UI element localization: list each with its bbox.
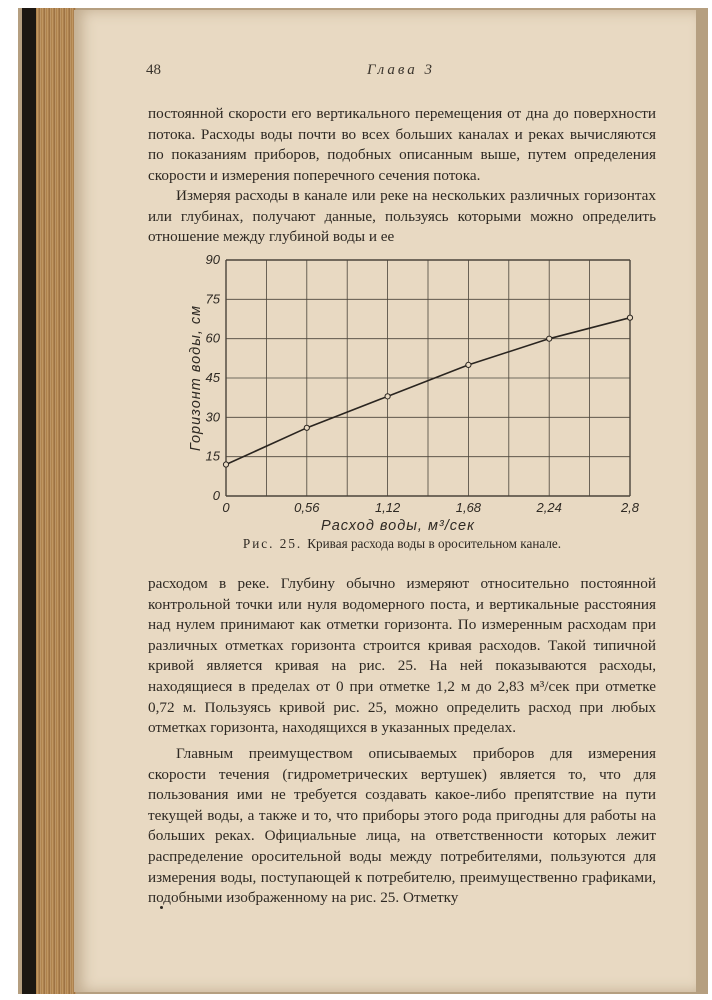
paragraph-1: постоянной скорости его вертикального перемещения от дна до поверхности потока. Расходы воды почти во всех больших каналах и реках вычисляются по показаниям приборов, подобных описанным выше, путем определения скорости и измерения поперечного сечения потока. [148,105,656,184]
page-edges [36,8,76,994]
ink-dot [160,906,163,909]
x-tick-label: 0,56 [294,500,320,515]
data-point [223,462,228,467]
data-point [466,362,471,367]
page-number: 48 [146,62,161,78]
y-tick-label: 0 [212,488,220,503]
data-point [627,315,632,320]
x-tick-label: 1,12 [374,500,401,515]
x-axis-label: Расход воды, м³/сек [321,518,475,534]
y-tick-label: 30 [205,409,220,425]
y-tick-label: 15 [205,448,220,464]
caption-text: Кривая расхода воды в оросительном канале. [307,536,562,551]
y-tick-label: 75 [205,291,220,307]
x-tick-label: 2,8 [620,500,640,515]
y-tick-label: 60 [205,330,220,346]
book-spine [22,8,36,994]
chart-svg [190,250,650,535]
x-tick-label: 2,24 [536,500,562,515]
data-point [547,336,552,341]
x-tick-label: 0 [222,500,230,515]
page-header [146,62,656,84]
discharge-chart [190,250,650,535]
chapter-title: Глава 3 [366,62,436,78]
y-tick-label: 45 [205,370,220,385]
figure-caption [148,536,656,552]
paragraph-2-continued: расходом в реке. Глубину обычно измеряют относительно постоянной контрольной точки или нуля водомерного поста, и вертикальные расстояния над нулем принимают как отметки горизонта. По измеренным расходам при различных отметках горизонта строится кривая расходов. Такой типичной кривой является кривая на рис. 25. На ней показываются расходы, находящиеся в пределах от 0 при отметке 1,2 м до 2,83 м³/сек при отметке 0,72 м. Пользуясь кривой рис. 25, можно определить расход при любых отметках горизонта, находящихся в указанных пределах. [148,575,656,737]
paragraph-2-start: Измеряя расходы в канале или реке на нескольких различных горизонтах или глубинах, получают данные, пользуясь которыми можно определить отношение между глубиной воды и ее [148,187,656,246]
data-point [385,394,390,399]
data-point [304,425,309,430]
y-axis-label: Горизонт воды, см [188,304,204,452]
y-tick-label: 90 [205,252,220,267]
caption-lead: Рис. 25. [242,536,303,551]
x-tick-label: 1,68 [455,500,482,515]
paragraph-3: Главным преимуществом описываемых приборов для измерения скорости течения (гидрометрических вертушек) является то, что для пользования ими не требуется создавать какое-либо препятствие на пути текущей воды, а также и то, что приборы этого рода пригодны для работы на больших реках. Официальные лица, на ответственности которых лежит распределение оросительной воды между потребителями, пользуются для измерения воды, поступающей к потребителю, преимущественно графиками, подобными изображенному на рис. 25. Отметку [148,745,656,907]
